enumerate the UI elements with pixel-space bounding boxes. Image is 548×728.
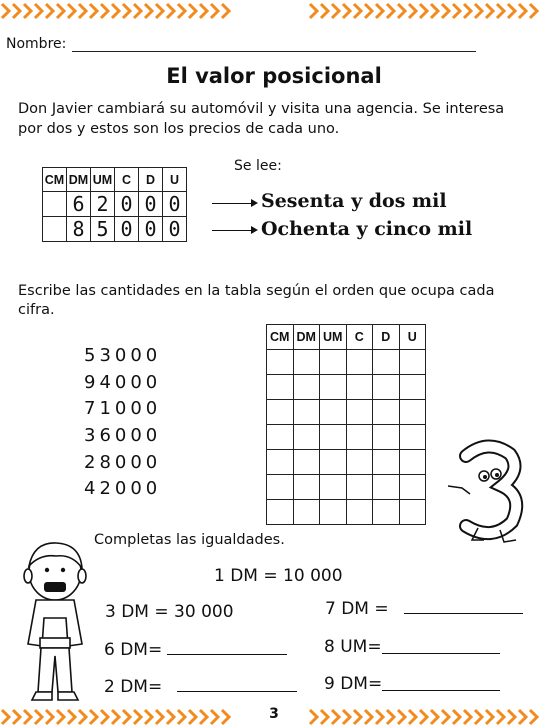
answer-cell[interactable] xyxy=(399,400,426,425)
table-row xyxy=(267,375,426,400)
answer-cell[interactable] xyxy=(346,400,373,425)
cell xyxy=(43,217,67,242)
answer-cell[interactable] xyxy=(267,450,294,475)
answer-cell[interactable] xyxy=(346,475,373,500)
cell: 0 xyxy=(139,217,163,242)
answer-blank-9dm[interactable] xyxy=(382,690,500,691)
answer-cell[interactable] xyxy=(267,475,294,500)
header-c: C xyxy=(346,325,373,350)
number-5: 28000 xyxy=(84,452,162,473)
header-cm: CM xyxy=(267,325,294,350)
se-lee-label: Se lee: xyxy=(234,158,282,174)
answer-cell[interactable] xyxy=(373,400,400,425)
table-row xyxy=(267,475,426,500)
answer-cell[interactable] xyxy=(373,350,400,375)
answer-cell[interactable] xyxy=(320,350,347,375)
equality-reference: 1 DM = 10 000 xyxy=(214,566,343,586)
number-2: 94000 xyxy=(84,372,162,393)
answer-blank-6dm[interactable] xyxy=(167,654,287,655)
arrow-line-1 xyxy=(212,203,252,204)
number-6: 42000 xyxy=(84,478,162,499)
answer-cell[interactable] xyxy=(267,425,294,450)
reading-1: Sesenta y dos mil xyxy=(261,190,447,212)
answer-cell[interactable] xyxy=(320,375,347,400)
table-row xyxy=(267,450,426,475)
boy-character-illustration xyxy=(14,538,96,706)
table-row xyxy=(267,350,426,375)
answer-cell[interactable] xyxy=(399,475,426,500)
number-three-mascot-illustration xyxy=(444,436,532,546)
nombre-input-line[interactable] xyxy=(72,51,476,52)
cell: 8 xyxy=(67,217,91,242)
answer-cell[interactable] xyxy=(293,425,320,450)
nombre-label: Nombre: xyxy=(6,36,67,52)
answer-cell[interactable] xyxy=(373,425,400,450)
answer-cell[interactable] xyxy=(267,400,294,425)
header-u: U xyxy=(163,168,187,192)
equality-item-6: 9 DM= xyxy=(324,674,383,694)
number-3: 71000 xyxy=(84,398,162,419)
equality-item-1: 3 DM = 30 000 xyxy=(105,602,234,622)
header-cm: CM xyxy=(43,168,67,192)
answer-cell[interactable] xyxy=(346,375,373,400)
table-row xyxy=(267,500,426,525)
cell: 0 xyxy=(163,217,187,242)
header-dm: DM xyxy=(67,168,91,192)
answer-cell[interactable] xyxy=(320,450,347,475)
answer-cell[interactable] xyxy=(293,375,320,400)
equality-item-2: 7 DM = xyxy=(325,599,389,619)
equality-item-4: 8 UM= xyxy=(324,637,382,657)
answer-blank-7dm[interactable] xyxy=(404,613,523,614)
page-title: El valor posicional xyxy=(166,64,382,88)
header-um: UM xyxy=(91,168,115,192)
answer-cell[interactable] xyxy=(267,500,294,525)
cell: 2 xyxy=(91,192,115,217)
answer-blank-2dm[interactable] xyxy=(177,691,297,692)
answer-cell[interactable] xyxy=(320,475,347,500)
answer-cell[interactable] xyxy=(399,375,426,400)
cell: 0 xyxy=(115,192,139,217)
equality-item-5: 2 DM= xyxy=(104,677,163,697)
answer-cell[interactable] xyxy=(346,500,373,525)
answer-cell[interactable] xyxy=(399,500,426,525)
cell: 0 xyxy=(115,217,139,242)
answer-cell[interactable] xyxy=(373,450,400,475)
top-right-chevron-border xyxy=(308,0,548,22)
header-c: C xyxy=(115,168,139,192)
answer-cell[interactable] xyxy=(293,400,320,425)
answer-cell[interactable] xyxy=(267,350,294,375)
top-left-chevron-border xyxy=(0,0,238,22)
answer-cell[interactable] xyxy=(320,500,347,525)
answer-cell[interactable] xyxy=(293,350,320,375)
number-4: 36000 xyxy=(84,425,162,446)
cell xyxy=(43,192,67,217)
answer-blank-8um[interactable] xyxy=(382,653,500,654)
cell: 5 xyxy=(91,217,115,242)
answer-cell[interactable] xyxy=(373,375,400,400)
answer-cell[interactable] xyxy=(399,450,426,475)
answer-cell[interactable] xyxy=(293,475,320,500)
answer-cell[interactable] xyxy=(399,425,426,450)
exercise-place-value-table xyxy=(266,324,426,525)
exercise-instruction: Escribe las cantidades en la tabla según el orden que ocupa cada cifra. xyxy=(18,283,495,318)
header-d: D xyxy=(373,325,400,350)
equalities-instruction: Completas las igualdades. xyxy=(94,532,285,548)
answer-cell[interactable] xyxy=(346,350,373,375)
header-dm: DM xyxy=(293,325,320,350)
answer-cell[interactable] xyxy=(399,350,426,375)
answer-cell[interactable] xyxy=(373,475,400,500)
cell: 0 xyxy=(163,192,187,217)
answer-cell[interactable] xyxy=(267,375,294,400)
example-place-value-table xyxy=(42,167,187,242)
arrow-head-2 xyxy=(251,226,258,234)
cell: 0 xyxy=(139,192,163,217)
intro-text: Don Javier cambiará su automóvil y visita una agencia. Se interesa por dos y estos son los precios de cada uno. xyxy=(18,101,505,137)
arrow-head-1 xyxy=(251,199,258,207)
equality-item-3: 6 DM= xyxy=(104,640,163,660)
header-um: UM xyxy=(320,325,347,350)
answer-cell[interactable] xyxy=(293,450,320,475)
header-u: U xyxy=(399,325,426,350)
page-number: 3 xyxy=(269,706,279,722)
answer-cell[interactable] xyxy=(373,500,400,525)
header-d: D xyxy=(139,168,163,192)
answer-cell[interactable] xyxy=(346,450,373,475)
number-1: 53000 xyxy=(84,345,162,366)
answer-cell[interactable] xyxy=(293,500,320,525)
table-row xyxy=(267,425,426,450)
arrow-line-2 xyxy=(212,230,252,231)
table-row xyxy=(267,400,426,425)
answer-cell[interactable] xyxy=(320,400,347,425)
cell: 6 xyxy=(67,192,91,217)
answer-cell[interactable] xyxy=(346,425,373,450)
reading-2: Ochenta y cinco mil xyxy=(261,218,473,240)
answer-cell[interactable] xyxy=(320,425,347,450)
